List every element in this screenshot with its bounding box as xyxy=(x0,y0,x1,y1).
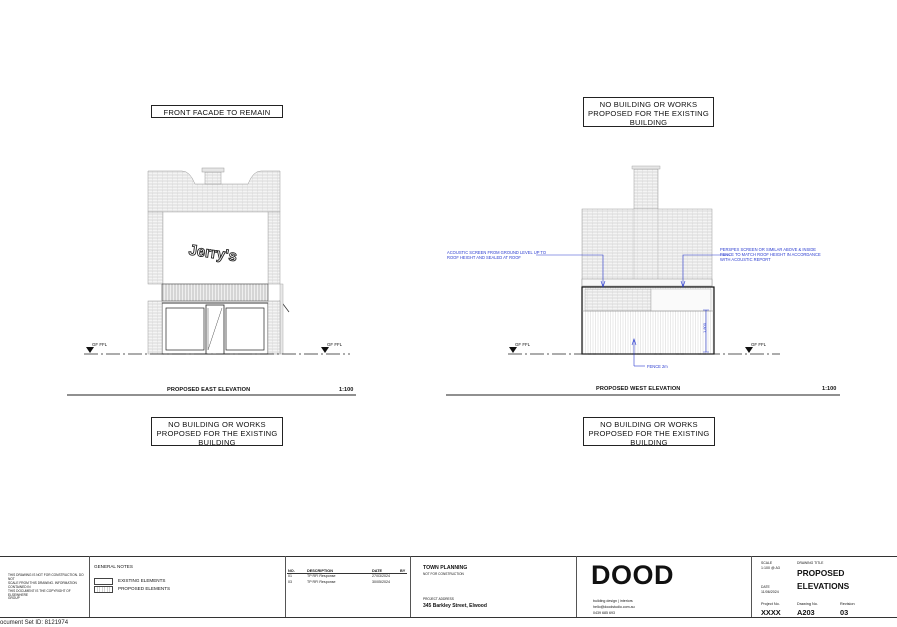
drawing-no-label: Drawing No. xyxy=(797,602,818,606)
annotation-line: PERSPEX SCREEN OR SIMILAR ABOVE & INSIDE xyxy=(720,247,817,252)
ffl-marker-icon xyxy=(86,347,94,353)
note-line: BUILDING xyxy=(629,118,668,127)
date-value: 11/06/2024 xyxy=(761,590,779,594)
annotation-line: FENCE TO MATCH ROOF HEIGHT IN ACCORDANCE xyxy=(720,252,821,257)
revision-no: 01 xyxy=(288,574,292,578)
drawing-title-label: DRAWING TITLE xyxy=(797,561,824,565)
annotation-perspex-screen xyxy=(720,247,822,262)
revision-row xyxy=(288,580,408,585)
project-no: XXXX xyxy=(761,608,781,617)
revision-value: 03 xyxy=(840,608,849,617)
scale-label: SCALE xyxy=(761,561,773,565)
disclaimer-line: THIS DRAWING IS NOT FOR CONSTRUCTION. DO NOT xyxy=(8,573,84,581)
note-line: PROPOSED FOR THE EXISTING xyxy=(588,429,710,438)
revision-label: Revision xyxy=(840,602,855,606)
scale-value: 1:100 @ A3 xyxy=(761,566,780,570)
document-set-id: ocument Set ID: 8121974 xyxy=(0,620,69,626)
note-line: PROPOSED FOR THE EXISTING xyxy=(156,429,278,438)
dimension-label: 1,800 xyxy=(702,322,707,333)
revision-description: TP RFI Response xyxy=(307,574,336,578)
rev-header-no: NO. xyxy=(288,569,295,573)
west-elevation-title: PROPOSED WEST ELEVATION xyxy=(596,386,681,392)
disclaimer xyxy=(8,574,88,601)
west-elevation-scale: 1:100 xyxy=(822,386,837,392)
no-works-note-bottom-left xyxy=(151,417,283,446)
title-block xyxy=(0,554,897,618)
rev-header-date: DATE xyxy=(372,569,383,573)
revision-date: 30/05/2024 xyxy=(372,580,390,584)
ffl-label: GF FFL xyxy=(515,342,531,347)
drawing-title-line-2: ELEVATIONS xyxy=(797,581,850,591)
annotation-acoustic-screen xyxy=(447,250,547,260)
no-works-note-bottom-right xyxy=(583,417,715,446)
revision-row xyxy=(288,574,408,579)
disclaimer-line: THIS DOCUMENT IS THE COPYRIGHT OF ELSEWHERE xyxy=(8,588,71,597)
note-line: BUILDING xyxy=(630,438,668,447)
legend-proposed-swatch xyxy=(94,586,113,593)
rev-header-description: DESCRIPTION xyxy=(307,569,333,573)
rev-header-by: BY xyxy=(400,569,406,573)
east-elevation-title: PROPOSED EAST ELEVATION xyxy=(167,387,251,393)
revision-description: TP RFI Response xyxy=(307,580,336,584)
brand-subtitle: building design | interiors xyxy=(593,599,633,603)
front-facade-note-text: FRONT FACADE TO REMAIN xyxy=(163,108,271,117)
ffl-label: GF FFL xyxy=(327,342,343,347)
disclaimer-line: GROUP xyxy=(8,596,20,601)
ffl-marker-icon xyxy=(745,347,753,353)
annotation-line: ROOF HEIGHT AND SEALED AT ROOF xyxy=(447,255,521,260)
east-elevation-scale: 1:100 xyxy=(339,387,354,393)
legend-proposed-label: PROPOSED ELEMENTS xyxy=(118,586,171,591)
general-notes-heading: GENERAL NOTES xyxy=(94,564,133,569)
stage-title: TOWN PLANNING xyxy=(423,565,468,571)
brand-logo: DOOD xyxy=(591,560,674,590)
project-address: 345 Barkley Street, Elwood xyxy=(423,603,487,609)
stage-subtitle: NOT FOR CONSTRUCTION xyxy=(423,572,464,576)
annotation-line: WITH ACOUSTIC REPORT xyxy=(720,257,771,262)
legend-existing-label: EXISTING ELEMENTS xyxy=(118,578,166,583)
project-no-label: Project No. xyxy=(761,602,780,606)
annotation-line: ACOUSTIC SCREEN FROM GROUND LEVEL UP TO xyxy=(447,250,547,255)
revision-no: 03 xyxy=(288,580,292,584)
drawing-no: A203 xyxy=(797,608,815,617)
fence-label: FENCE 2m xyxy=(647,364,668,369)
west-elevation-building xyxy=(582,166,714,354)
ffl-marker-icon xyxy=(321,347,329,353)
revision-date: 27/03/2024 xyxy=(372,574,390,578)
disclaimer-line: SCALE FROM THIS DRAWING. INFORMATION CONTAINED IN xyxy=(8,580,77,589)
east-signage: Jerry's xyxy=(187,241,239,266)
project-address-label: PROJECT ADDRESS xyxy=(423,597,454,601)
note-line: NO BUILDING OR WORKS xyxy=(168,420,266,429)
ffl-label: GF FFL xyxy=(92,342,108,347)
note-line: NO BUILDING OR WORKS xyxy=(600,420,698,429)
date-label: DATE xyxy=(761,585,770,589)
ffl-marker-icon xyxy=(509,347,517,353)
brand-email: hello@doodstudio.com.au xyxy=(593,605,635,609)
drawing-title-line-1: PROPOSED xyxy=(797,568,845,578)
note-line: BUILDING xyxy=(198,438,236,447)
ffl-label: GF FFL xyxy=(751,342,767,347)
brand-phone: 0439 685 693 xyxy=(593,611,615,615)
legend-existing-swatch xyxy=(94,578,113,585)
note-line: NO BUILDING OR WORKS xyxy=(599,100,698,109)
note-line: PROPOSED FOR THE EXISTING xyxy=(588,109,709,118)
